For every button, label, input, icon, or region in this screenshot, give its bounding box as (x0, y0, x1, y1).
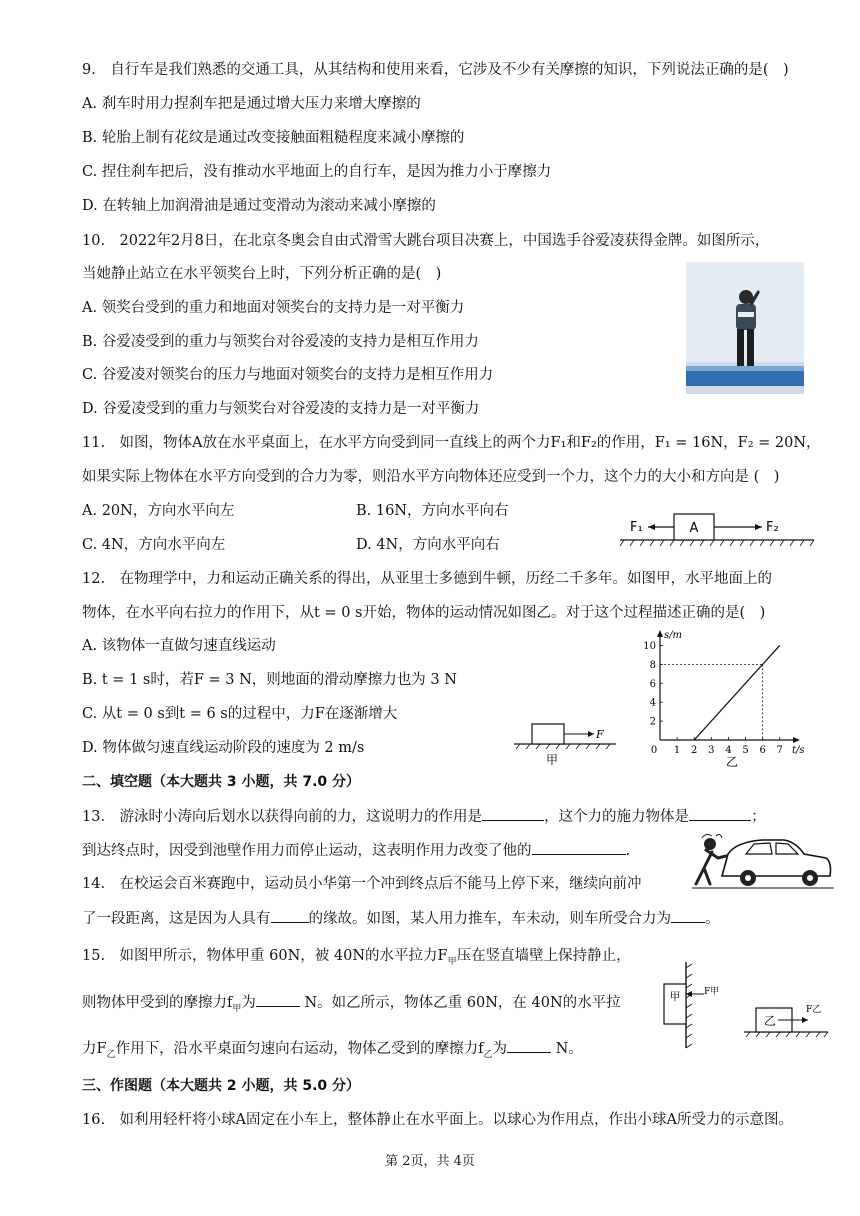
q15-blank-1[interactable] (256, 992, 300, 1007)
question-12-option-a[interactable]: A. 该物体一直做匀速直线运动 (82, 638, 276, 654)
q15-text-3: 力F (82, 1041, 107, 1057)
y-axis-arrow (657, 630, 663, 637)
q15-sub-4: 乙 (483, 1049, 493, 1060)
q15-text-2b: 为 (241, 995, 256, 1011)
q13-blank-3[interactable] (532, 840, 626, 855)
question-10-stem-line2: 当她静止站立在水平领奖台上时，下列分析正确的是( ) (82, 266, 442, 282)
question-12-figure-jia (512, 716, 622, 766)
question-10-option-d[interactable]: D. 谷爱凌受到的重力与领奖台对谷爱凌的支持力是一对平衡力 (82, 401, 480, 417)
y-tick-label: 2 (649, 716, 656, 728)
athlete-on-podium-image (686, 262, 804, 394)
q15-sub-1: 甲 (447, 956, 457, 967)
q15-sub-3: 乙 (106, 1049, 116, 1060)
q13-blank-2[interactable] (689, 806, 751, 821)
question-13-line1 (82, 806, 766, 827)
question-14-line2 (82, 908, 720, 929)
question-15-line2 (82, 992, 621, 1019)
q15-text-2c: N。如乙所示，物体乙重 60N，在 40N的水平拉 (299, 995, 621, 1011)
question-16-stem: 16. 如利用轻杆将小球A固定在小车上，整体静止在水平面上。以球心为作用点，作出小球A所受力的示意图。 (82, 1112, 793, 1128)
figure-jia-caption: 甲 (545, 753, 559, 767)
question-9-option-b[interactable]: B. 轮胎上制有花纹是通过改变接触面粗糙程度来减小摩擦的 (82, 130, 465, 146)
section-3-heading: 三、作图题（本大题共 2 小题，共 5.0 分） (82, 1078, 361, 1094)
y-tick-label: 6 (649, 678, 656, 690)
question-12-stem-line2: 物体，在水平向右拉力的作用下，从t = 0 s开始，物体的运动情况如图乙。对于这个过程描述正确的是( ) (82, 605, 766, 621)
question-9-option-a[interactable]: A. 刹车时用力捏刹车把是通过增大压力来增大摩擦的 (82, 96, 421, 112)
x-tick-label: 0 (650, 745, 658, 756)
q15-text-1: 15. 如图甲所示，物体甲重 60N，被 40N的水平拉力F (82, 948, 448, 964)
question-9-option-c[interactable]: C. 捏住刹车把后，没有推动水平地面上的自行车，是因为推力小于摩擦力 (82, 164, 552, 180)
podium-photo (686, 262, 804, 394)
q13-text-2: ，这个力的施力物体是 (544, 809, 690, 825)
q13-blank-1[interactable] (482, 806, 544, 821)
question-15-line3 (82, 1038, 583, 1065)
force-jia-label: F甲 (704, 987, 720, 997)
question-15-figure-yi (742, 996, 832, 1042)
pull-force-label: F (596, 728, 604, 741)
force-f1-label: F₁ (630, 520, 643, 535)
question-10-option-b[interactable]: B. 谷爱凌受到的重力与领奖台对谷爱凌的支持力是相互作用力 (82, 334, 479, 350)
block-a-label: A (689, 521, 699, 536)
q13-text-3: ； (751, 809, 766, 825)
q14-text-3: 的缘故。如图，某人用力推车，车未动，则车所受合力为 (308, 911, 671, 927)
question-11-option-d[interactable]: D. 4N，方向水平向右 (356, 537, 500, 553)
q15-text-3b: 作用下，沿水平桌面匀速向右运动，物体乙受到的摩擦力f (115, 1041, 484, 1057)
question-11-stem-line1: 11. 如图，物体A放在水平桌面上，在水平方向受到同一直线上的两个力F₁和F₂的作用，F₁ = 16N，F₂ = 20N， (82, 435, 821, 451)
x-tick-label: 1 (673, 745, 681, 756)
q14-text-2: 了一段距离，这是因为人具有 (82, 911, 271, 927)
question-12-option-b[interactable]: B. t = 1 s时，若F = 3 N，则地面的滑动摩擦力也为 3 N (82, 672, 457, 688)
q14-blank-1[interactable] (271, 908, 309, 923)
y-tick-label: 4 (649, 697, 656, 709)
q15-text-2: 则物体甲受到的摩擦力f (82, 995, 233, 1011)
force-f2-label: F₂ (766, 520, 779, 535)
question-12-option-d[interactable]: D. 物体做匀速直线运动阶段的速度为 2 m/s (82, 740, 365, 756)
x-tick-label: 2 (691, 745, 698, 756)
question-14-line1: 14. 在校运会百米赛跑中，运动员小华第一个冲到终点后不能马上停下来，继续向前冲 (82, 876, 642, 892)
block-jia-label: 甲 (669, 990, 681, 1003)
question-11-option-c[interactable]: C. 4N，方向水平向左 (82, 537, 226, 553)
question-12-stem-line1: 12. 在物理学中，力和运动正确关系的得出，从亚里士多德到牛顿，历经二千多年。如图甲，水平地面上的 (82, 571, 773, 587)
question-15-line1 (82, 946, 631, 972)
question-12-option-c[interactable]: C. 从t = 0 s到t = 6 s的过程中，力F在逐渐增大 (82, 706, 398, 722)
question-10-option-a[interactable]: A. 领奖台受到的重力和地面对领奖台的支持力是一对平衡力 (82, 300, 465, 316)
page-footer: 第 2页，共 4页 (385, 1154, 475, 1169)
x-axis-label: t/s (792, 745, 805, 756)
y-axis-label: s/m (664, 630, 682, 641)
q15-blank-2[interactable] (507, 1038, 551, 1053)
q15-text-3c: 为 (492, 1041, 507, 1057)
y-tick-label: 10 (643, 640, 656, 652)
q13-text-4: 到达终点时，因受到池壁作用力而停止运动，这表明作用力改变了他的 (82, 843, 532, 859)
x-tick-label: 4 (725, 745, 732, 756)
q15-text-1b: 压在竖直墙壁上保持静止， (456, 948, 631, 964)
q13-text-5: . (625, 843, 631, 859)
question-11-stem-line2: 如果实际上物体在水平方向受到的合力为零，则沿水平方向物体还应受到一个力，这个力的大小和方向是 ( ) (82, 469, 780, 485)
q13-text-1: 13. 游泳时小涛向后划水以获得向前的力，这说明力的作用是 (82, 809, 483, 825)
question-10-option-c[interactable]: C. 谷爱凌对领奖台的压力与地面对领奖台的支持力是相互作用力 (82, 367, 494, 383)
x-tick-label: 7 (776, 745, 783, 756)
force-yi-label: F乙 (806, 1005, 822, 1015)
q15-text-3d: N。 (550, 1041, 583, 1057)
q14-blank-2[interactable] (671, 908, 705, 923)
x-tick-label: 5 (742, 745, 749, 756)
x-tick-label: 6 (759, 745, 766, 756)
question-11-option-b[interactable]: B. 16N，方向水平向右 (356, 503, 509, 519)
block-yi-label: 乙 (763, 1014, 777, 1028)
section-2-heading: 二、填空题（本大题共 3 小题，共 7.0 分） (82, 774, 361, 790)
y-tick-label: 8 (649, 659, 656, 671)
figure-yi-caption: 乙 (725, 755, 739, 769)
question-10-stem-line1: 10. 2022年2月8日，在北京冬奥会自由式滑雪大跳台项目决赛上，中国选手谷爱凌获得金牌。如图所示， (82, 233, 770, 249)
question-9-stem: 9. 自行车是我们熟悉的交通工具，从其结构和使用来看，它涉及不少有关摩擦的知识，下列说法正确的是( ) (82, 62, 789, 78)
q15-sub-2: 甲 (232, 1003, 242, 1014)
question-15-figure-jia (658, 960, 718, 1052)
question-9-option-d[interactable]: D. 在转轴上加润滑油是通过变滑动为滚动来减小摩擦的 (82, 198, 436, 214)
question-11-option-a[interactable]: A. 20N，方向水平向左 (82, 503, 235, 519)
person-pushing-car-image (692, 832, 834, 896)
question-12-st-chart (640, 630, 810, 770)
series-line (694, 645, 780, 740)
question-13-line2 (82, 840, 630, 861)
question-11-force-diagram (618, 508, 818, 548)
x-tick-label: 3 (708, 745, 715, 756)
x-axis-arrow (793, 737, 800, 743)
q14-text-4: 。 (705, 911, 720, 927)
